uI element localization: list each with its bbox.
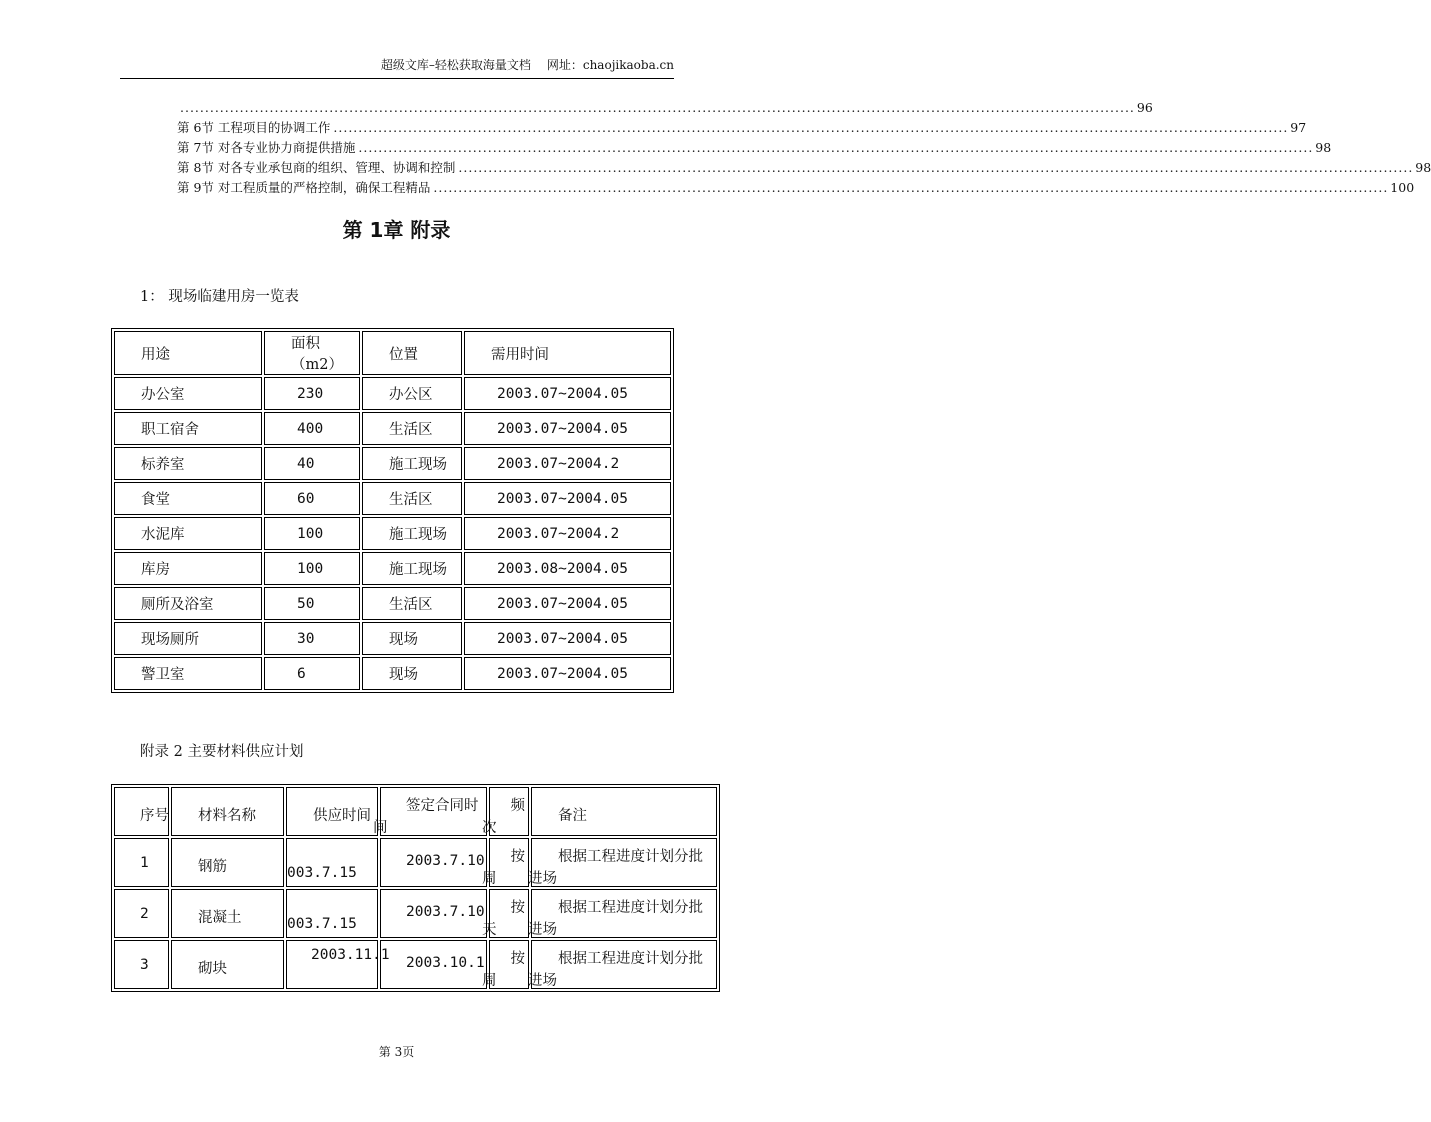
header-url: 网址：chaojikaoba.cn (546, 58, 674, 72)
table-cell: 按 周 (489, 838, 529, 887)
table-cell: 需用时间 (464, 331, 671, 375)
toc-entry[interactable]: 第 9节 对工程质量的严格控制，确保工程精品 ..... 100 (177, 178, 674, 198)
toc-entry[interactable]: 第 8节 对各专业承包商的组织、管理、协调和控制 ..... 98 (177, 158, 674, 178)
table-cell: 钢筋 (171, 838, 284, 887)
table-cell: 施工现场 (362, 517, 462, 550)
table-row (114, 482, 671, 515)
table-header-row (114, 331, 671, 375)
table-row (114, 447, 671, 480)
table-cell: 食堂 (114, 482, 262, 515)
table-cell: 面积（m2） (264, 331, 360, 375)
table-cell: 003.7.15 (286, 838, 378, 887)
table-row (114, 622, 671, 655)
table-cell: 2003.07~2004.05 (464, 622, 671, 655)
temporary-buildings-table (111, 328, 674, 693)
table-cell: 6 (264, 657, 360, 690)
table-cell: 100 (264, 517, 360, 550)
table-cell: 100 (264, 552, 360, 585)
table-cell: 按 周 (489, 940, 529, 989)
header-site-name: 超级文库–轻松获取海量文档 (380, 58, 531, 72)
table-cell: 230 (264, 377, 360, 410)
header-cell: 序号 (114, 787, 169, 836)
table-cell: 2003.07~2004.2 (464, 517, 671, 550)
table-cell: 现场厕所 (114, 622, 262, 655)
table-cell: 警卫室 (114, 657, 262, 690)
table-cell: 位置 (362, 331, 462, 375)
table-cell: 40 (264, 447, 360, 480)
table-row (114, 940, 717, 989)
table-cell: 30 (264, 622, 360, 655)
table-row (114, 552, 671, 585)
table-cell: 根据工程进度计划分批 进场 (531, 940, 717, 989)
table-cell: 2003.07~2004.05 (464, 587, 671, 620)
table-row (114, 412, 671, 445)
table-cell: 现场 (362, 657, 462, 690)
table-header-row (114, 787, 717, 836)
table-cell: 库房 (114, 552, 262, 585)
table-cell: 砌块 (171, 940, 284, 989)
page-number: 第 3页 (378, 1045, 415, 1059)
table-cell: 标养室 (114, 447, 262, 480)
header-cell: 备注 (531, 787, 717, 836)
table-cell: 003.7.15 (286, 889, 378, 938)
table1-caption: 1： 现场临建用房一览表 (140, 289, 299, 305)
toc-entry[interactable]: ..... 96 (177, 98, 674, 118)
table-cell: 2003.07~2004.05 (464, 412, 671, 445)
table-cell: 400 (264, 412, 360, 445)
header-cell: 供应时间 (286, 787, 378, 836)
table-cell: 2003.08~2004.05 (464, 552, 671, 585)
table-cell: 厕所及浴室 (114, 587, 262, 620)
table-row (114, 838, 717, 887)
table-row (114, 587, 671, 620)
table-cell: 2003.7.10 (380, 838, 487, 887)
table-cell: 2003.7.10 (380, 889, 487, 938)
table-cell: 职工宿舍 (114, 412, 262, 445)
table-cell: 2003.11.1 (286, 940, 378, 989)
table-cell: 用途 (114, 331, 262, 375)
page-header (120, 56, 674, 79)
table-cell: 3 (114, 940, 169, 989)
table-cell: 2003.07~2004.05 (464, 482, 671, 515)
table-cell: 按 天 (489, 889, 529, 938)
header-cell: 签定合同时 间 (380, 787, 487, 836)
table-cell: 1 (114, 838, 169, 887)
table-cell: 办公室 (114, 377, 262, 410)
header-cell: 频 次 (489, 787, 529, 836)
table-row (114, 889, 717, 938)
table-cell: 现场 (362, 622, 462, 655)
table-cell: 生活区 (362, 412, 462, 445)
table-cell: 根据工程进度计划分批 进场 (531, 889, 717, 938)
table-cell: 生活区 (362, 587, 462, 620)
table-cell: 60 (264, 482, 360, 515)
table2-caption: 附录 2 主要材料供应计划 (140, 744, 304, 760)
table-cell: 2 (114, 889, 169, 938)
table-cell: 办公区 (362, 377, 462, 410)
table-cell: 水泥库 (114, 517, 262, 550)
table-cell: 50 (264, 587, 360, 620)
table-cell: 2003.07~2004.05 (464, 377, 671, 410)
material-supply-table (111, 784, 720, 992)
table-cell: 2003.07~2004.2 (464, 447, 671, 480)
header-cell: 材料名称 (171, 787, 284, 836)
table-cell: 施工现场 (362, 447, 462, 480)
table-cell: 2003.10.1 (380, 940, 487, 989)
table-row (114, 377, 671, 410)
table-row (114, 517, 671, 550)
chapter-title: 第 1章 附录 (342, 218, 451, 242)
table-of-contents (177, 98, 1431, 198)
table-cell: 2003.07~2004.05 (464, 657, 671, 690)
toc-entry[interactable]: 第 7节 对各专业协力商提供措施 ..... 98 (177, 138, 674, 158)
table-cell: 生活区 (362, 482, 462, 515)
table-cell: 混凝土 (171, 889, 284, 938)
table-cell: 根据工程进度计划分批 进场 (531, 838, 717, 887)
toc-entry[interactable]: 第 6节 工程项目的协调工作 ..... 97 (177, 118, 674, 138)
table-cell: 施工现场 (362, 552, 462, 585)
table-row (114, 657, 671, 690)
